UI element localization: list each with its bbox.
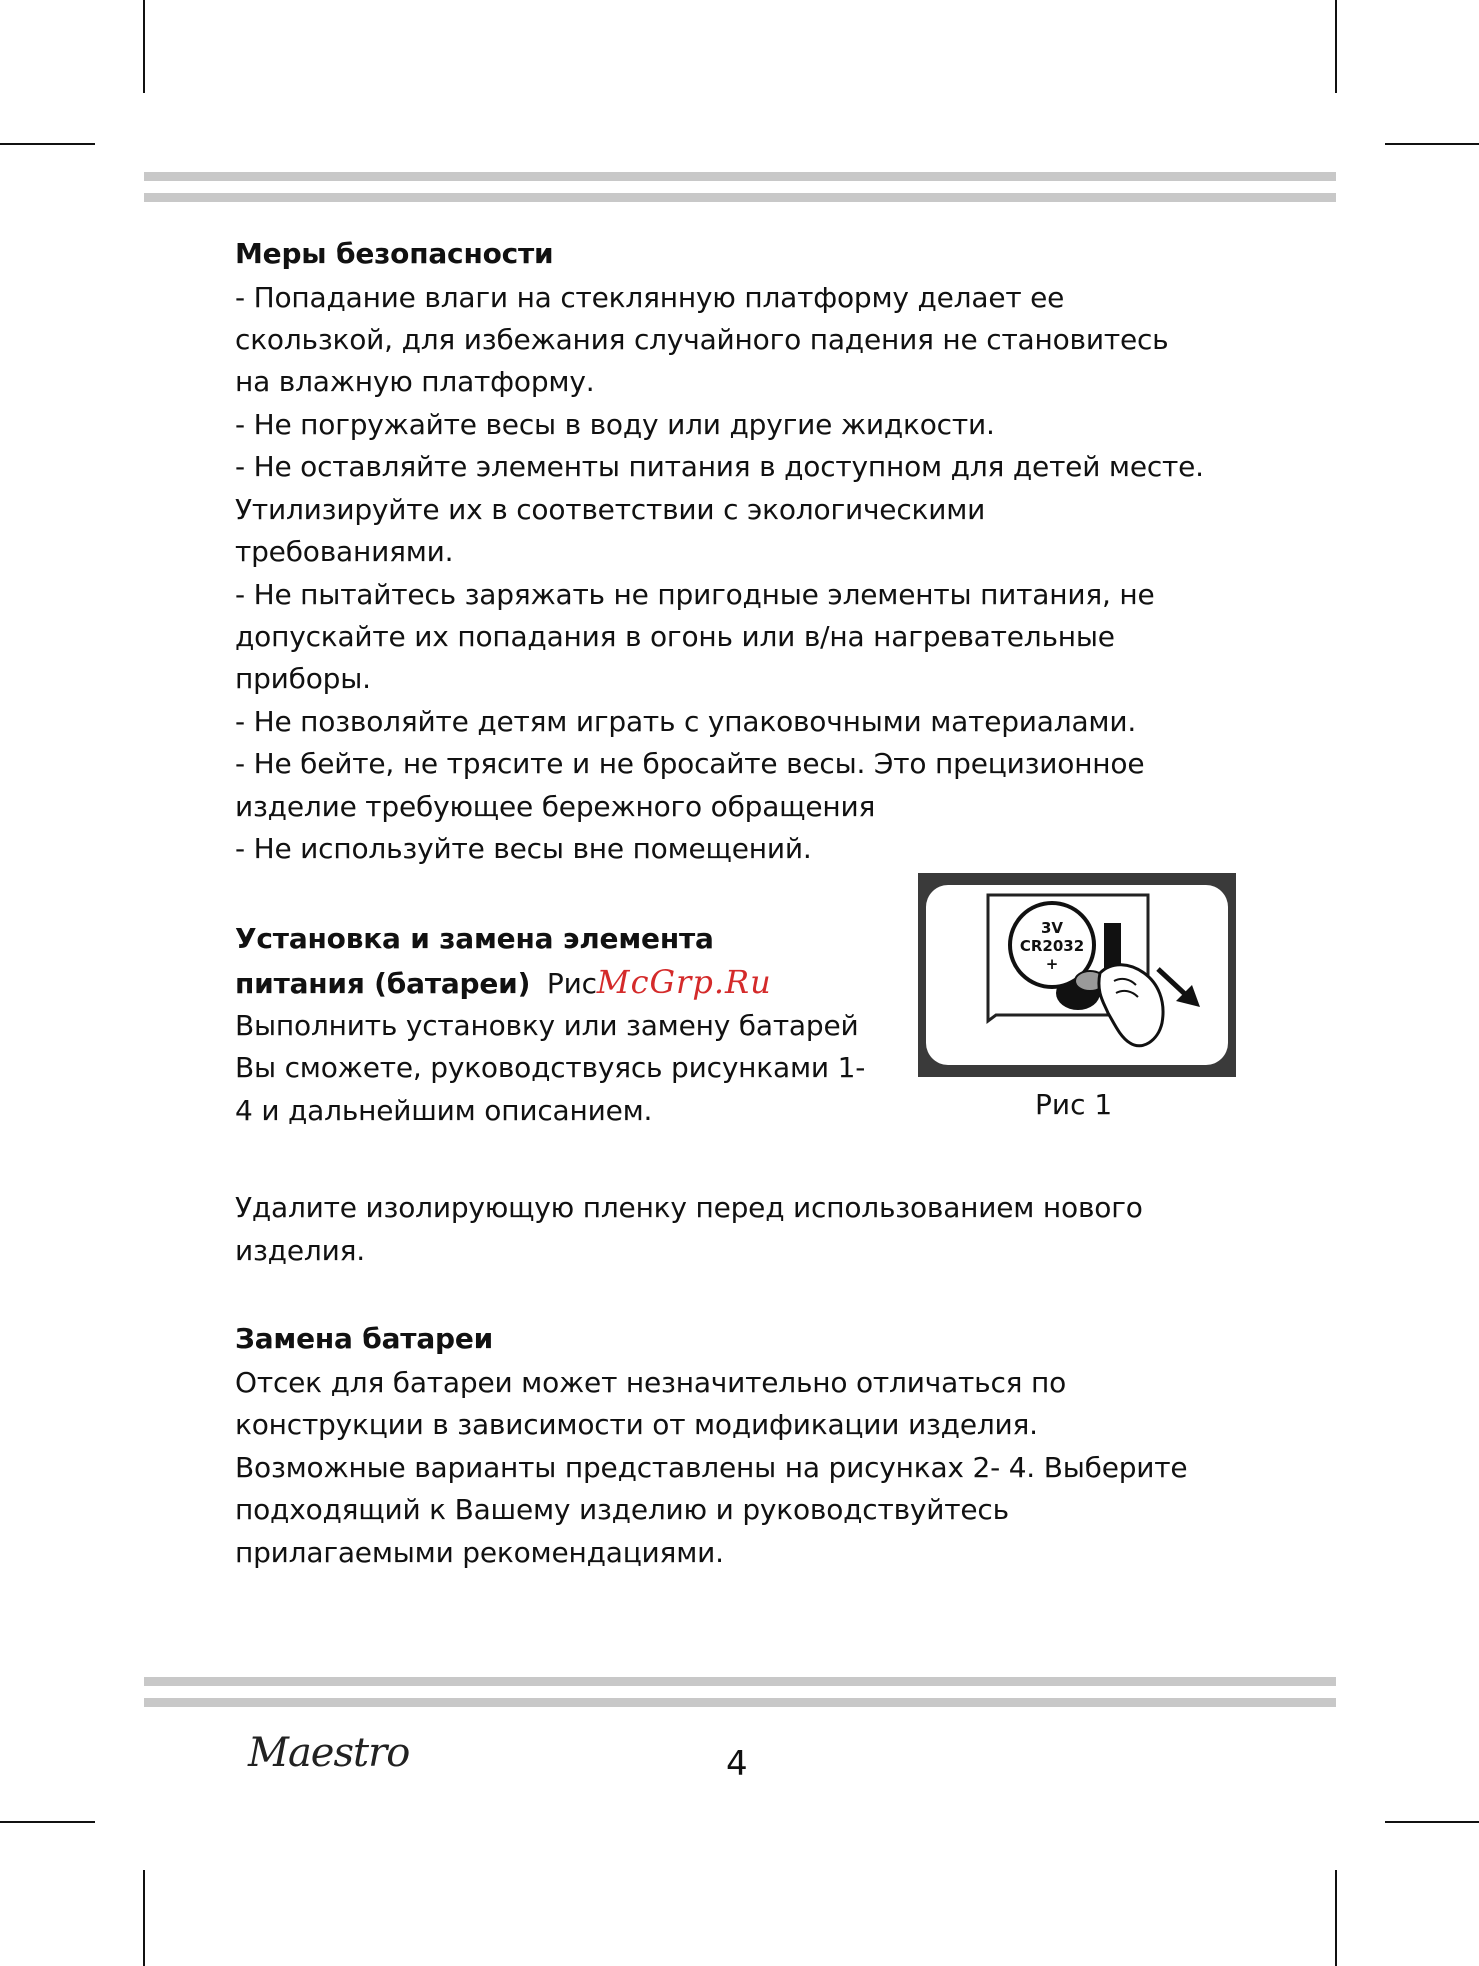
- safety-line: на влажную платформу.: [235, 365, 595, 398]
- battery-polarity-label: +: [1045, 955, 1059, 973]
- crop-mark: [0, 1821, 95, 1823]
- safety-line: - Не используйте весы вне помещений.: [235, 832, 812, 865]
- safety-line: - Не пытайтесь заряжать не пригодные элементы питания, не: [235, 578, 1155, 611]
- replacement-line: Отсек для батареи может незначительно отличаться по: [235, 1366, 1067, 1399]
- replacement-line: конструкции в зависимости от модификации изделия.: [235, 1408, 1038, 1441]
- installation-heading-text: питания (батареи): [235, 967, 531, 1000]
- safety-line: - Не оставляйте элементы питания в доступном для детей месте.: [235, 450, 1204, 483]
- figure-1-battery-illustration: [918, 873, 1236, 1077]
- crop-mark: [1385, 1821, 1479, 1823]
- crop-mark: [1335, 1870, 1337, 1966]
- safety-line: Утилизируйте их в соответствии с экологическими: [235, 493, 986, 526]
- footer-divider: [144, 1677, 1336, 1686]
- installation-heading: Установка и замена элемента: [235, 922, 714, 955]
- header-divider: [144, 172, 1336, 181]
- header-divider: [144, 193, 1336, 202]
- safety-line: скользкой, для избежания случайного падения не становитесь: [235, 323, 1169, 356]
- replacement-line: Возможные варианты представлены на рисунках 2- 4. Выберите: [235, 1451, 1188, 1484]
- film-note-line: изделия.: [235, 1234, 365, 1267]
- safety-line: - Не позволяйте детям играть с упаковочными материалами.: [235, 705, 1137, 738]
- film-note-line: Удалите изолирующую пленку перед использованием нового: [235, 1191, 1143, 1224]
- crop-mark: [1385, 143, 1479, 145]
- figure-reference: Рис: [546, 967, 597, 1000]
- crop-mark: [0, 143, 95, 145]
- safety-line: требованиями.: [235, 535, 454, 568]
- crop-mark: [143, 1870, 145, 1966]
- crop-mark: [143, 0, 145, 93]
- safety-line: - Попадание влаги на стеклянную платформу делает ее: [235, 281, 1065, 314]
- safety-line: приборы.: [235, 662, 371, 695]
- battery-voltage-label: 3V: [1040, 919, 1064, 937]
- safety-line: допускайте их попадания в огонь или в/на нагревательные: [235, 620, 1115, 653]
- figure-1-caption: Рис 1: [1035, 1088, 1113, 1121]
- installation-line: Выполнить установку или замену батарей: [235, 1009, 859, 1042]
- safety-line: - Не погружайте весы в воду или другие жидкости.: [235, 408, 995, 441]
- battery-diagram: [918, 873, 1236, 1077]
- crop-mark: [1335, 0, 1337, 93]
- safety-line: изделие требующее бережного обращения: [235, 790, 876, 823]
- battery-model-label: CR2032: [1019, 937, 1085, 955]
- footer-divider: [144, 1698, 1336, 1707]
- safety-line: - Не бейте, не трясите и не бросайте весы. Это прецизионное: [235, 747, 1145, 780]
- installation-heading-line2: [235, 961, 772, 1006]
- installation-line: Вы сможете, руководствуясь рисунками 1-: [235, 1051, 866, 1084]
- replacement-heading: Замена батареи: [235, 1322, 494, 1355]
- brand-logo: Maestro: [248, 1730, 410, 1776]
- page-number: 4: [726, 1744, 748, 1784]
- safety-heading: Меры безопасности: [235, 237, 554, 270]
- installation-line: 4 и дальнейшим описанием.: [235, 1094, 653, 1127]
- replacement-line: прилагаемыми рекомендациями.: [235, 1536, 724, 1569]
- replacement-line: подходящий к Вашему изделию и руководствуйтесь: [235, 1493, 1009, 1526]
- watermark: McGrp.Ru: [596, 963, 772, 1001]
